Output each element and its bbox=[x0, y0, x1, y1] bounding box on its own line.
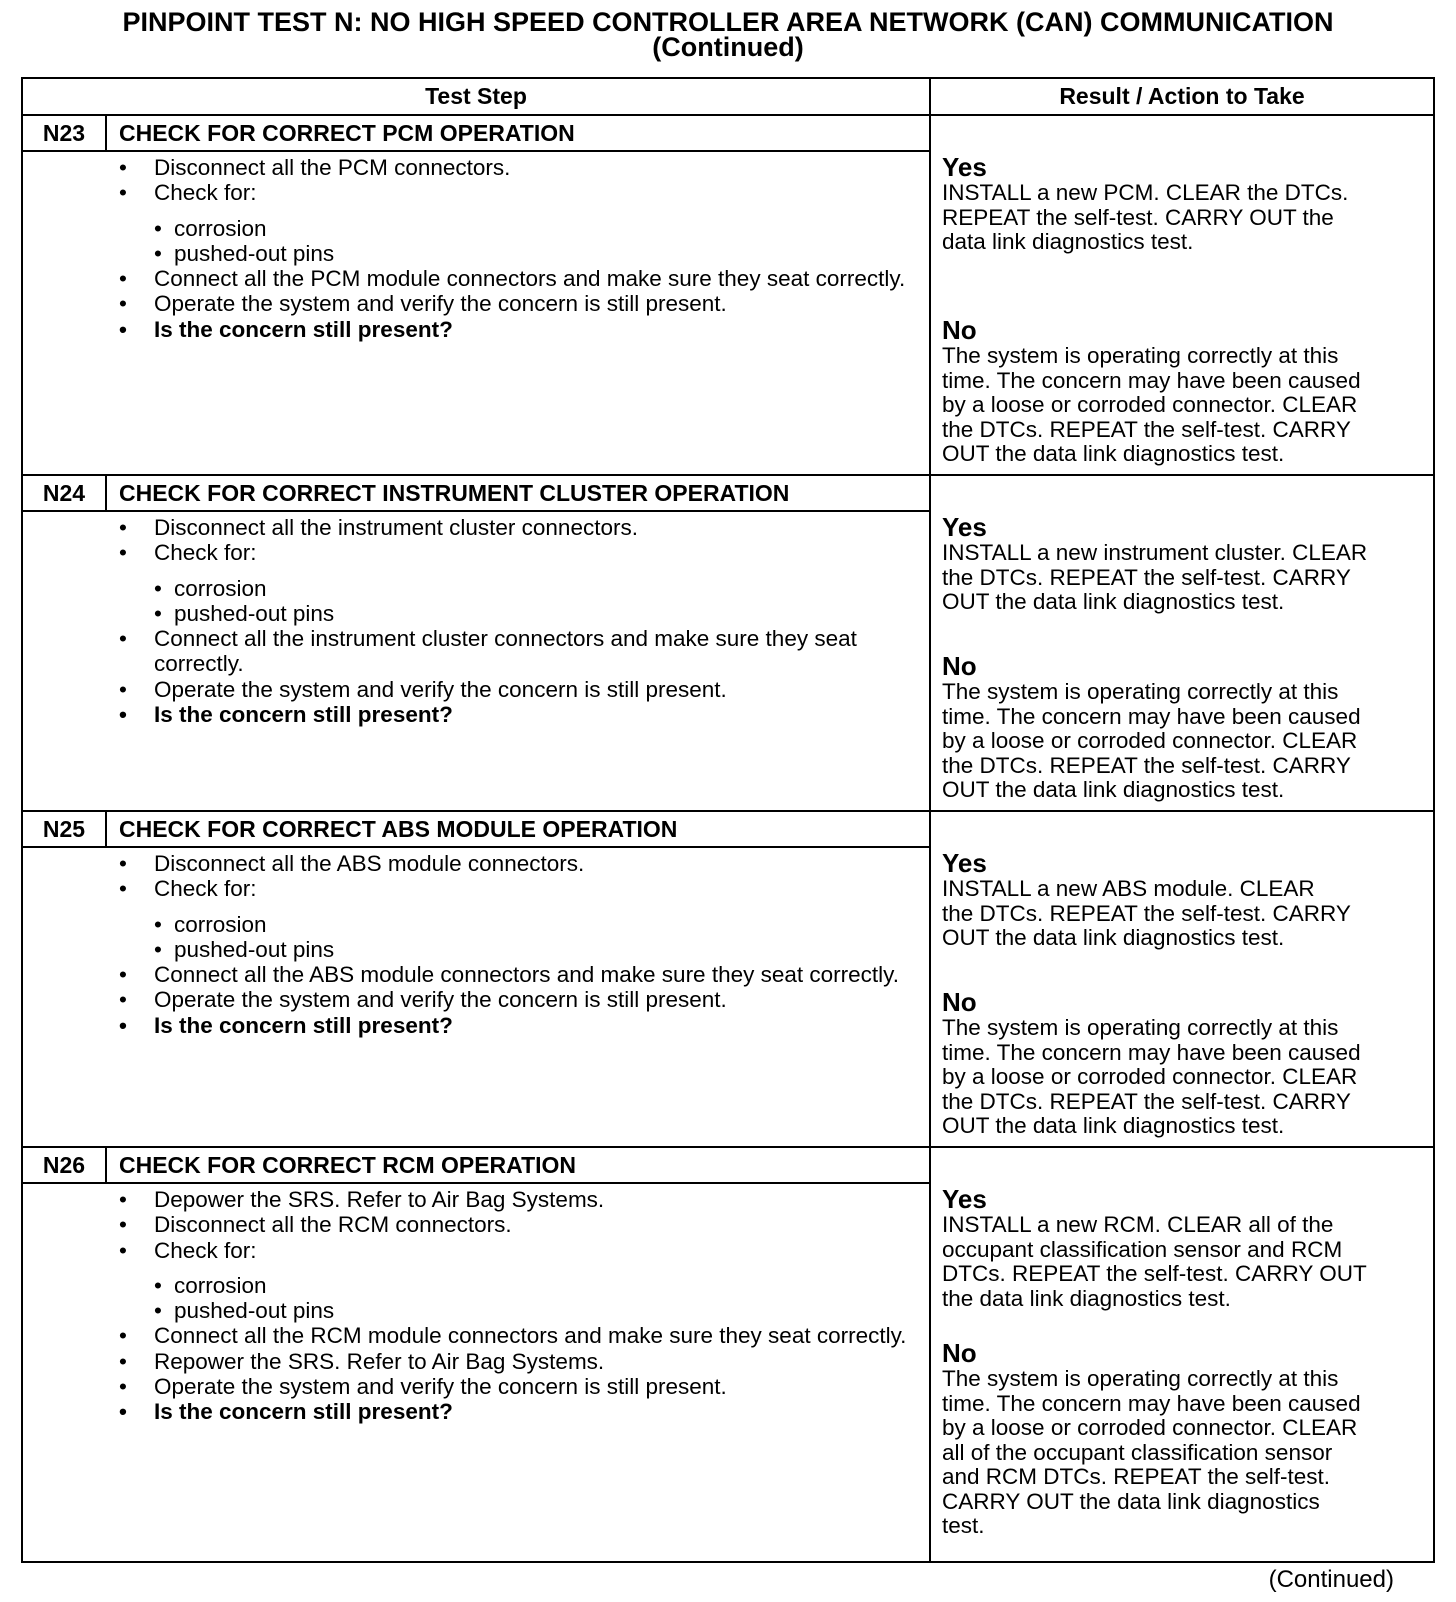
step-instructions bbox=[118, 515, 918, 727]
result-no bbox=[942, 653, 1430, 803]
yes-action: INSTALL a new ABS module. CLEAR the DTCs. REPEAT the self-test. CARRY OUT the data link diagnostics test. bbox=[942, 876, 1351, 950]
header-test-step: Test Step bbox=[425, 83, 527, 109]
result-yes bbox=[942, 850, 1430, 951]
yes-label: Yes bbox=[942, 152, 987, 182]
no-action: The system is operating correctly at this time. The concern may have been caused by a loose or corroded connector. CLEAR all of the occupant classification sensor and RCM DTCs. REPEAT the self-test. CARRY OUT the data link diagnostics test. bbox=[942, 1366, 1361, 1538]
step-instructions bbox=[118, 1187, 918, 1425]
result-yes bbox=[942, 514, 1430, 615]
yes-label: Yes bbox=[942, 1184, 987, 1214]
result-yes bbox=[942, 1186, 1430, 1311]
sub-item: • pushed-out pins bbox=[154, 240, 335, 266]
step-number: N23 bbox=[42, 120, 86, 146]
no-label: No bbox=[942, 315, 977, 345]
sub-item: • corrosion bbox=[154, 1272, 267, 1298]
instruction-item: • Operate the system and verify the concern is still present. bbox=[119, 291, 727, 317]
sub-item: • pushed-out pins bbox=[154, 936, 335, 962]
continued-footer: (Continued) bbox=[1268, 1566, 1394, 1593]
page-title bbox=[0, 7, 1456, 62]
yes-action: INSTALL a new RCM. CLEAR all of the occupant classification sensor and RCM DTCs. REPEAT the self-test. CARRY OUT the data link diagnostics test. bbox=[942, 1212, 1367, 1311]
step-title: CHECK FOR CORRECT ABS MODULE OPERATION bbox=[119, 816, 678, 842]
yes-label: Yes bbox=[942, 848, 987, 878]
sub-item: • corrosion bbox=[154, 575, 267, 601]
instruction-item: • Operate the system and verify the concern is still present. bbox=[119, 1374, 727, 1400]
sub-item: • pushed-out pins bbox=[154, 600, 335, 626]
step-number: N25 bbox=[42, 816, 86, 842]
yes-action: INSTALL a new PCM. CLEAR the DTCs. REPEAT the self-test. CARRY OUT the data link diagnostics test. bbox=[942, 180, 1349, 254]
header-result-action: Result / Action to Take bbox=[1059, 83, 1305, 109]
result-no bbox=[942, 989, 1430, 1139]
sub-item: • corrosion bbox=[154, 215, 267, 241]
sub-item: • pushed-out pins bbox=[154, 1298, 335, 1324]
step-number: N24 bbox=[42, 480, 86, 506]
table-border-right bbox=[1433, 77, 1435, 1563]
instruction-item: • Check for: • corrosion • pushed-out pins bbox=[118, 876, 918, 962]
step-title: CHECK FOR CORRECT PCM OPERATION bbox=[119, 120, 575, 146]
instruction-question: • Is the concern still present? bbox=[119, 1399, 453, 1425]
sub-item: • corrosion bbox=[154, 911, 267, 937]
instruction-item: • Check for: • corrosion • pushed-out pins bbox=[118, 540, 918, 626]
result-no bbox=[942, 317, 1430, 467]
step-title: CHECK FOR CORRECT INSTRUMENT CLUSTER OPERATION bbox=[119, 480, 790, 506]
instruction-item: • Connect all the instrument cluster connectors and make sure they seat correctly. bbox=[119, 626, 857, 677]
step-title: CHECK FOR CORRECT RCM OPERATION bbox=[119, 1152, 577, 1178]
instruction-item: • Disconnect all the instrument cluster connectors. bbox=[119, 515, 638, 540]
no-label: No bbox=[942, 987, 977, 1017]
instruction-item: • Check for: • corrosion • pushed-out pins bbox=[118, 1238, 918, 1324]
result-no bbox=[942, 1340, 1430, 1539]
no-action: The system is operating correctly at this time. The concern may have been caused by a loose or corroded connector. CLEAR the DTCs. REPEAT the self-test. CARRY OUT the data link diagnostics test. bbox=[942, 1015, 1361, 1138]
instruction-item: • Connect all the ABS module connectors and make sure they seat correctly. bbox=[119, 962, 899, 988]
table-border-bottom bbox=[21, 1561, 1435, 1563]
instruction-question: • Is the concern still present? bbox=[119, 702, 453, 728]
no-label: No bbox=[942, 651, 977, 681]
page-title-line2: (Continued) bbox=[652, 32, 804, 62]
no-action: The system is operating correctly at this time. The concern may have been caused by a loose or corroded connector. CLEAR the DTCs. REPEAT the self-test. CARRY OUT the data link diagnostics test. bbox=[942, 343, 1361, 466]
step-number: N26 bbox=[42, 1152, 86, 1178]
instruction-item: • Check for: • corrosion • pushed-out pins bbox=[118, 180, 918, 266]
no-label: No bbox=[942, 1338, 977, 1368]
step-instructions bbox=[118, 851, 918, 1038]
column-divider bbox=[929, 77, 931, 1563]
yes-label: Yes bbox=[942, 512, 987, 542]
instruction-item: • Connect all the PCM module connectors and make sure they seat correctly. bbox=[119, 266, 906, 292]
instruction-item: • Repower the SRS. Refer to Air Bag Systems. bbox=[119, 1348, 605, 1374]
result-yes bbox=[942, 154, 1430, 255]
instruction-item: • Connect all the RCM module connectors and make sure they seat correctly. bbox=[119, 1323, 907, 1349]
step-instructions bbox=[118, 155, 918, 342]
page-title-line1: PINPOINT TEST N: NO HIGH SPEED CONTROLLER AREA NETWORK (CAN) COMMUNICATION bbox=[122, 7, 1334, 37]
yes-action: INSTALL a new instrument cluster. CLEAR the DTCs. REPEAT the self-test. CARRY OUT the data link diagnostics test. bbox=[942, 540, 1368, 614]
instruction-item: • Disconnect all the RCM connectors. bbox=[119, 1212, 512, 1238]
instruction-item: • Disconnect all the PCM connectors. bbox=[119, 155, 511, 180]
instruction-question: • Is the concern still present? bbox=[119, 316, 453, 342]
instruction-item: • Operate the system and verify the concern is still present. bbox=[119, 676, 727, 702]
instruction-question: • Is the concern still present? bbox=[119, 1012, 453, 1038]
instruction-item: • Depower the SRS. Refer to Air Bag Systems. bbox=[119, 1187, 605, 1212]
no-action: The system is operating correctly at this time. The concern may have been caused by a loose or corroded connector. CLEAR the DTCs. REPEAT the self-test. CARRY OUT the data link diagnostics test. bbox=[942, 679, 1361, 802]
instruction-item: • Disconnect all the ABS module connectors. bbox=[119, 851, 585, 876]
instruction-item: • Operate the system and verify the concern is still present. bbox=[119, 987, 727, 1013]
